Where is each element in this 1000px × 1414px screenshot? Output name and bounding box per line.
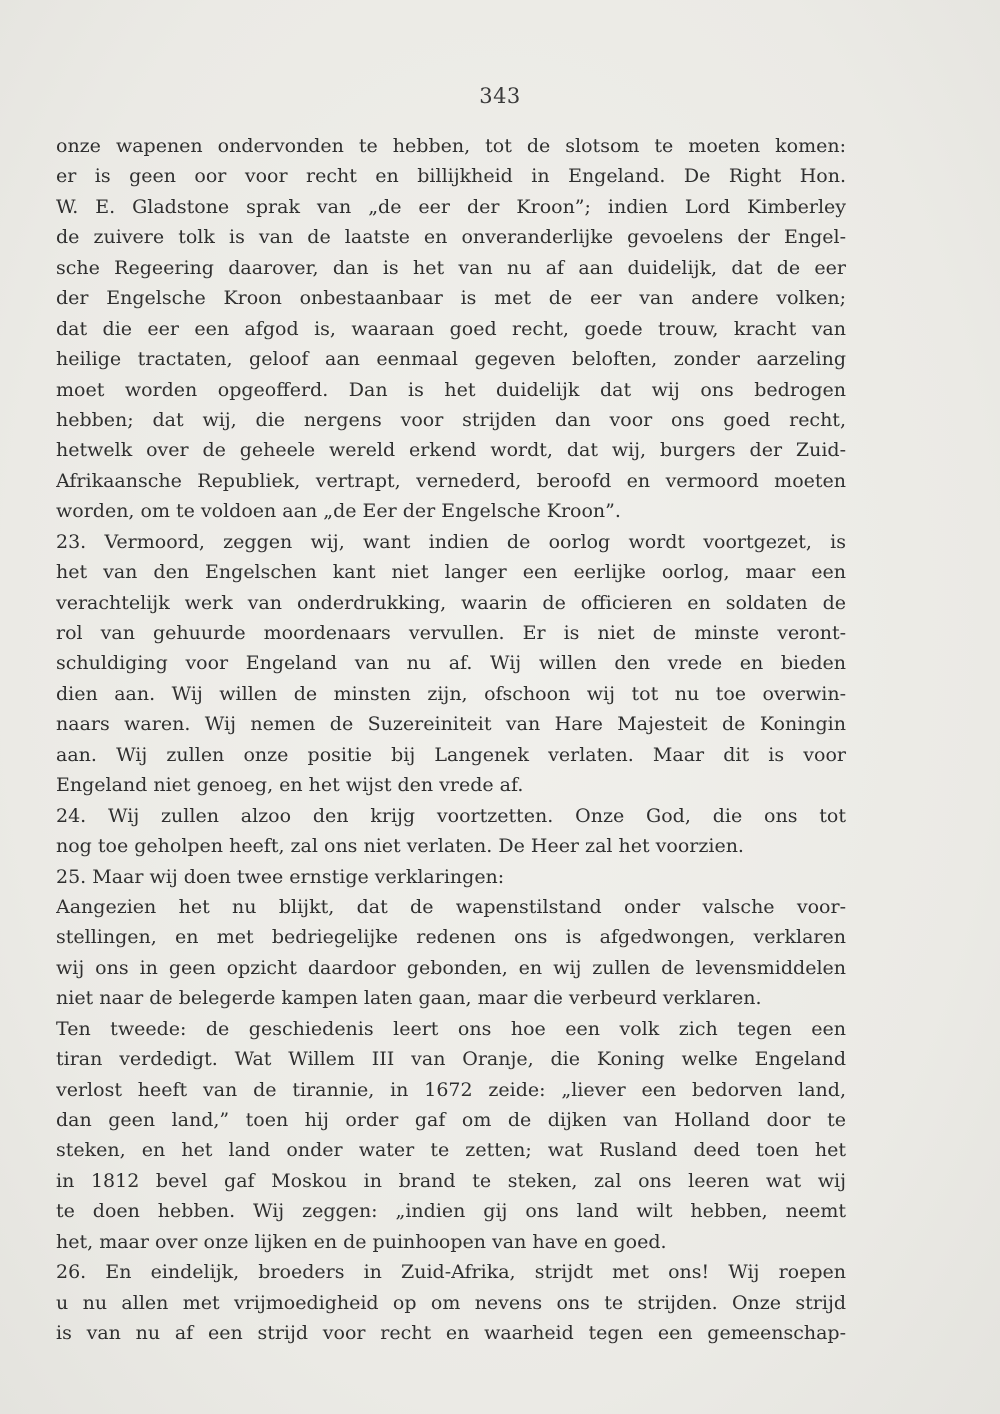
body-text — [56, 131, 846, 1349]
text-line: 25. Maar wij doen twee ernstige verklaringen: — [56, 865, 505, 888]
text-line: er is geen oor voor recht en billijkheid in Engeland. De Right Hon. — [56, 165, 846, 188]
text-line: 26. En eindelijk, broeders in Zuid-Afrika, strijdt met ons! Wij roepen — [56, 1261, 846, 1284]
text-line: tiran verdedigt. Wat Willem III van Oranje, die Koning welke Engeland — [56, 1048, 846, 1071]
text-line: aan. Wij zullen onze positie bij Langenek verlaten. Maar dit is voor — [56, 743, 846, 766]
text-line: 24. Wij zullen alzoo den krijg voortzetten. Onze God, die ons tot — [56, 804, 846, 827]
text-line: rol van gehuurde moordenaars vervullen. Er is niet de minste veront- — [56, 622, 846, 644]
text-line: te doen hebben. Wij zeggen: „indien gij ons land wilt hebben, neemt — [56, 1200, 846, 1223]
text-line: naars waren. Wij nemen de Suzereiniteit van Hare Majesteit de Koningin — [56, 713, 846, 736]
text-line: Aangezien het nu blijkt, dat de wapenstilstand onder valsche voor- — [56, 895, 846, 918]
text-line: hebben; dat wij, die nergens voor strijden dan voor ons goed recht, — [56, 408, 846, 431]
text-line: wij ons in geen opzicht daardoor gebonden, en wij zullen de levensmiddelen — [56, 956, 846, 979]
text-line: verachtelijk werk van onderdrukking, waarin de officieren en soldaten de — [56, 591, 846, 614]
text-line: u nu allen met vrijmoedigheid op om nevens ons te strijden. Onze strijd — [56, 1291, 846, 1314]
text-line: heilige tractaten, geloof aan eenmaal gegeven beloften, zonder aarzeling — [56, 348, 846, 371]
text-line: moet worden opgeofferd. Dan is het duidelijk dat wij ons bedrogen — [56, 378, 846, 401]
text-line: sche Regeering daarover, dan is het van nu af aan duidelijk, dat de eer — [56, 256, 846, 279]
text-line: dien aan. Wij willen de minsten zijn, ofschoon wij tot nu toe overwin- — [56, 682, 846, 705]
text-line: dat die eer een afgod is, waaraan goed recht, goede trouw, kracht van — [56, 317, 846, 340]
text-line: is van nu af een strijd voor recht en waarheid tegen een gemeenschap- — [56, 1322, 846, 1345]
text-line: der Engelsche Kroon onbestaanbaar is met de eer van andere volken; — [56, 287, 846, 310]
text-line: 23. Vermoord, zeggen wij, want indien de oorlog wordt voortgezet, is — [56, 530, 846, 553]
text-line: onze wapenen ondervonden te hebben, tot de slotsom te moeten komen: — [56, 135, 846, 157]
text-line: nog toe geholpen heeft, zal ons niet verlaten. De Heer zal het voorzien. — [56, 835, 744, 858]
text-line: verlost heeft van de tirannie, in 1672 zeide: „liever een bedorven land, — [56, 1078, 846, 1101]
text-line: in 1812 bevel gaf Moskou in brand te steken, zal ons leeren wat wij — [56, 1169, 846, 1192]
text-line: het, maar over onze lijken en de puinhoopen van have en goed. — [56, 1230, 667, 1253]
text-line: dan geen land,” toen hij order gaf om de dijken van Holland door te — [56, 1109, 846, 1131]
text-line: W. E. Gladstone sprak van „de eer der Kroon”; indien Lord Kimberley — [56, 195, 846, 218]
text-line: Ten tweede: de geschiedenis leert ons hoe een volk zich tegen een — [56, 1017, 846, 1040]
text-line: hetwelk over de geheele wereld erkend wordt, dat wij, burgers der Zuid- — [56, 439, 846, 462]
text-line: het van den Engelschen kant niet langer een eerlijke oorlog, maar een — [56, 561, 846, 584]
text-line: schuldiging voor Engeland van nu af. Wij willen den vrede en bieden — [56, 652, 846, 675]
page-number: 343 — [479, 84, 521, 108]
text-line: de zuivere tolk is van de laatste en onveranderlijke gevoelens der Engel- — [56, 226, 846, 249]
text-line: Afrikaansche Republiek, vertrapt, vernederd, beroofd en vermoord moeten — [56, 469, 846, 492]
text-line: stellingen, en met bedriegelijke redenen ons is afgedwongen, verklaren — [56, 926, 846, 949]
text-line: worden, om te voldoen aan „de Eer der Engelsche Kroon”. — [56, 500, 621, 523]
text-line: Engeland niet genoeg, en het wijst den vrede af. — [56, 774, 524, 797]
text-line: steken, en het land onder water te zetten; wat Rusland deed toen het — [56, 1139, 846, 1162]
text-line: niet naar de belegerde kampen laten gaan, maar die verbeurd verklaren. — [56, 987, 762, 1010]
